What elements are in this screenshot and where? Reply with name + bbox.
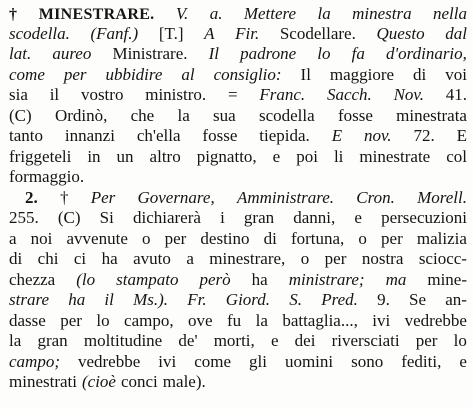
word: chi [37, 249, 59, 268]
word: 41. [445, 85, 467, 104]
word: per [60, 311, 82, 330]
word: vedrebbe [77, 352, 141, 371]
word: scodella [258, 106, 315, 125]
word: la [9, 331, 22, 350]
word: la [255, 311, 268, 330]
word: ministro. [145, 85, 207, 104]
word: † [9, 6, 18, 23]
word: a [186, 249, 194, 268]
word: un [116, 147, 134, 166]
word: e [459, 352, 467, 371]
word: al [181, 65, 195, 84]
word: minestrata [396, 106, 467, 125]
word: a [9, 229, 17, 248]
word: o [141, 229, 151, 248]
word: minestra [352, 4, 412, 23]
word: (C) [57, 208, 81, 227]
word: per [63, 65, 87, 84]
word: (Fanf.) [90, 24, 139, 43]
word: minestrare, [209, 249, 286, 268]
word: però [199, 270, 231, 289]
word: sono [351, 352, 384, 371]
word: Per [90, 188, 116, 207]
word: conci [120, 372, 158, 391]
word: col [446, 147, 467, 166]
word: Nov. [393, 85, 424, 104]
word: sua [213, 106, 236, 125]
word: li [333, 147, 344, 166]
word: formaggio. [9, 167, 85, 186]
text-line [25, 188, 467, 208]
word: Ministrare. [112, 44, 188, 63]
word: ove [188, 311, 213, 330]
word: 9. [377, 290, 390, 309]
word: ubbidire [105, 65, 163, 84]
word: MINESTRARE. [38, 6, 155, 23]
word: Il [208, 44, 220, 63]
word: friggeteli [9, 147, 72, 166]
word: lo [96, 311, 110, 330]
word: 255. [9, 208, 39, 227]
word: male). [162, 372, 206, 391]
word: ivi [372, 311, 391, 330]
word: gran [243, 208, 275, 227]
word: tanto [9, 126, 43, 145]
word: ma [385, 270, 407, 289]
word: e [354, 208, 362, 227]
word: ch'ella [136, 126, 181, 145]
word: Giord. [225, 290, 271, 309]
word: uomini [284, 352, 334, 371]
word: poi [296, 147, 318, 166]
word: fu [227, 311, 242, 330]
text-line [9, 331, 467, 351]
text-line [9, 352, 467, 372]
word: Si [99, 208, 114, 227]
word: di [413, 65, 427, 84]
word: ci [73, 249, 87, 268]
word: come [194, 352, 232, 371]
word: altro [149, 147, 181, 166]
word: dal [445, 24, 467, 43]
word: ministrare; [288, 270, 365, 289]
word: e [272, 147, 281, 166]
word: battaglia..., [282, 311, 358, 330]
word: an- [445, 290, 467, 309]
word: avvenute [66, 229, 128, 248]
word: S. [289, 290, 302, 309]
word: persecuzioni [381, 208, 467, 227]
word: Morell. [417, 188, 467, 207]
word: Pred. [321, 290, 358, 309]
text-line [9, 208, 467, 228]
word: lo [317, 44, 331, 63]
text-line [9, 167, 467, 187]
word: lat. [9, 44, 32, 63]
word: dei [294, 331, 316, 350]
word: ha [68, 290, 86, 309]
word: fa [351, 44, 365, 63]
word: fediti, [401, 352, 442, 371]
word: stampato [116, 270, 179, 289]
word: minestrate [359, 147, 431, 166]
text-line [9, 229, 467, 249]
word: o [358, 229, 367, 248]
word: Se [409, 290, 427, 309]
word: Il [300, 65, 311, 84]
word: malizia [416, 229, 467, 248]
word: Mettere [243, 4, 297, 23]
word: in [87, 147, 101, 166]
word: nostra [361, 249, 404, 268]
word: che [130, 106, 155, 125]
text-line [9, 4, 467, 25]
word: Governare, [137, 188, 215, 207]
word: minestrati [9, 372, 77, 391]
word: sciocc- [418, 249, 467, 268]
word: vedrebbe [404, 311, 467, 330]
word: de' [178, 331, 198, 350]
text-line [9, 147, 467, 167]
word: campo, [124, 311, 174, 330]
word: Cron. [356, 188, 395, 207]
word: gran [37, 331, 68, 350]
word: Franc. [259, 85, 306, 104]
word: per [381, 229, 403, 248]
word: i [220, 208, 225, 227]
word: 2. [25, 188, 38, 207]
word: mine- [427, 270, 467, 289]
word: Fr. [187, 290, 207, 309]
word: dasse [9, 311, 46, 330]
word: la [317, 4, 331, 23]
word: noi [30, 229, 53, 248]
word: V. [175, 4, 189, 23]
word: aureo [52, 44, 92, 63]
text-line [9, 65, 467, 85]
text-line [9, 249, 467, 269]
text-line [9, 106, 467, 126]
word: a. [209, 4, 223, 23]
text-line [9, 44, 467, 64]
word: fortuna, [290, 229, 345, 248]
word: vostro [80, 85, 124, 104]
word: riversciati [331, 331, 400, 350]
word: scodella. [9, 24, 70, 43]
word: campo; [9, 352, 60, 371]
text-line [9, 290, 467, 310]
word: o [300, 249, 310, 268]
word: tiepida. [259, 126, 310, 145]
word: Fir. [235, 24, 260, 43]
word: (cioè [81, 372, 116, 391]
word: avuto [133, 249, 171, 268]
word: nov. [364, 126, 392, 145]
word: [T.] [158, 24, 184, 43]
word: pignatto, [196, 147, 257, 166]
word: † [59, 188, 69, 207]
word: morti, [213, 331, 255, 350]
text-line [9, 24, 467, 44]
text-line [9, 85, 467, 105]
word: lo [453, 331, 467, 350]
word: ha [251, 270, 268, 289]
word: nella [432, 4, 467, 23]
word: strare [9, 290, 49, 309]
word: Questo [376, 24, 425, 43]
text-line [9, 372, 467, 392]
word: di [9, 249, 23, 268]
word: ha [101, 249, 118, 268]
word: Amministrare. [236, 188, 335, 207]
word: e [270, 331, 279, 350]
word: = [227, 85, 238, 104]
word: E [456, 126, 467, 145]
word: moltitudine [83, 331, 163, 350]
word: ivi [158, 352, 177, 371]
word: il [49, 85, 60, 104]
text-line [9, 270, 467, 290]
word: fosse [202, 126, 238, 145]
word: dichiarerà [132, 208, 201, 227]
text-line [9, 126, 467, 146]
word: di [263, 229, 277, 248]
word: 72. [413, 126, 435, 145]
word: Ms.). [133, 290, 169, 309]
word: E [331, 126, 343, 145]
word: maggiore [329, 65, 395, 84]
word: consiglio: [213, 65, 282, 84]
word: Sacch. [326, 85, 372, 104]
word: destino [200, 229, 250, 248]
text-line [9, 311, 467, 331]
word: per [415, 331, 438, 350]
word: voi [445, 65, 467, 84]
word: danni, [293, 208, 336, 227]
word: d'ordinario, [385, 44, 467, 63]
word: come [9, 65, 45, 84]
word: il [104, 290, 114, 309]
word: Ordinò, [54, 106, 108, 125]
word: (C) [9, 106, 32, 125]
word: innanzi [64, 126, 115, 145]
word: gli [249, 352, 267, 371]
word: A [204, 24, 215, 43]
word: chezza [9, 270, 56, 289]
word: padrone [240, 44, 297, 63]
word: sia [9, 85, 28, 104]
word: (lo [76, 270, 96, 289]
word: per [324, 249, 347, 268]
word: la [177, 106, 190, 125]
word: fosse [337, 106, 373, 125]
word: Scodellare. [279, 24, 356, 43]
word: per [164, 229, 187, 248]
